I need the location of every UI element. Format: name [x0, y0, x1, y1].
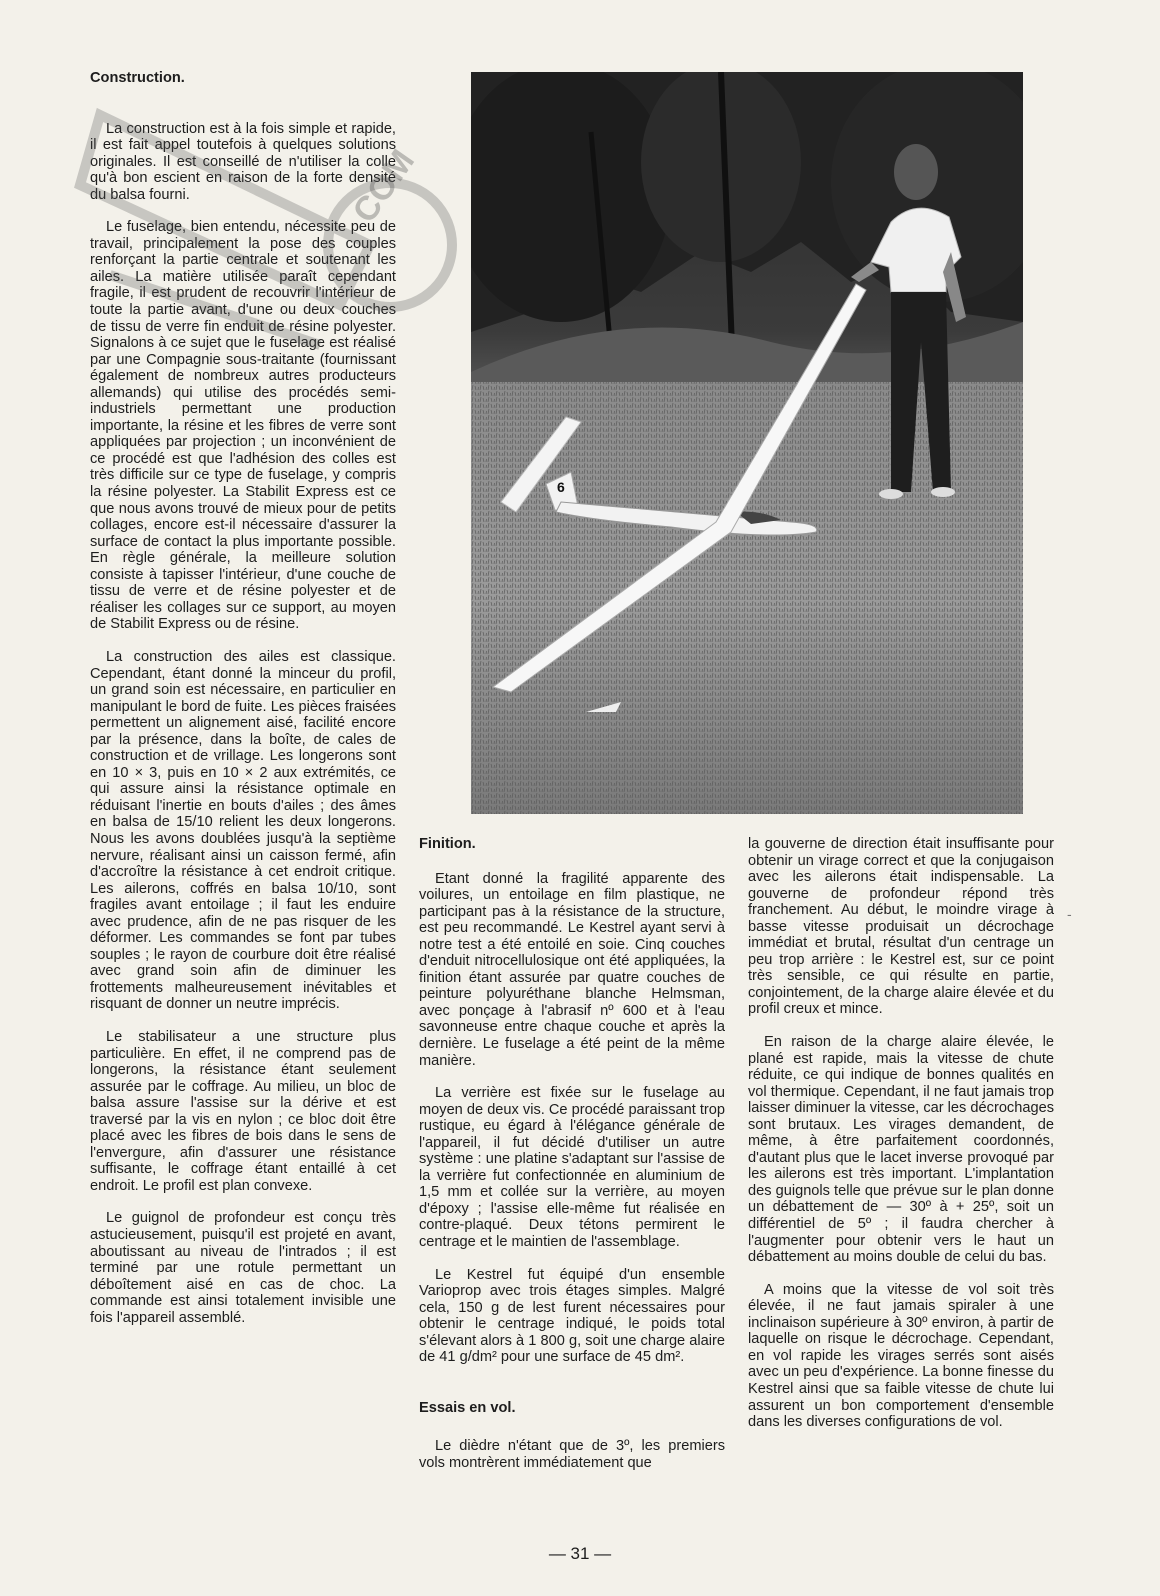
paragraph: A moins que la vitesse de vol soit très élevée, il ne faut jamais spiraler à une inclinaison supérieure à 30º environ, à partir de laquelle on risque le décrochage. Cependant, en vol rapide les virages serrés sont aisés avec un peu d'expérience. La bonne finesse du Kestrel ainsi que sa faible vitesse de chute lui assurent un bon comportement d'ensemble dans les diverses configurations de vol.	[748, 1281, 1054, 1431]
paragraph: Le fuselage, bien entendu, nécessite peu de travail, principalement la pose des couples renforçant la partie centrale et soutenant les ailes. La matière utilisée paraît cependant fragile, il est prudent de recouvrir l'intérieur de toute la partie avant, d'une ou deux couches de tissu de verre fin enduit de résine polyester. Signalons à ce sujet que le fuselage est réalisé par une Compagnie sous-traitante (fournissant également de nombreux autres producteurs allemands) qui utilise des procédés semi-industriels permettant une production importante, la résine et les fibres de verre sont appliquées par projection ; un inconvénient de ce procédé est que l'adhésion des colles est très difficile sur ce type de fuselage, y compris la résine polyester. La Stabilit Express est ce que nous avons trouvé de mieux pour de petits collages, encore est-il nécessaire d'assurer la surface de contact la plus importante possible. En règle générale, la meilleure solution consiste à tapisser l'intérieur, d'une couche de tissu de verre et de résine polyester et de réaliser les collages sur ce support, au moyen de Stabilit Express ou de résine.	[90, 219, 396, 633]
column-middle	[419, 836, 725, 1472]
paragraph: la gouverne de direction était insuffisante pour obtenir un virage correct et que la conjugaison avec les ailerons était indispensable. La gouverne de profondeur répond très franchement. Au début, le moindre virage à basse vitesse produisait un décrochage immédiat et brutal, résultat d'un centrage un peu trop arrière : le Kestrel est, sur ce point très sensible, ce qui résulte en partie, conjointement, de la charge alaire élevée et du profil creux et mince.	[748, 836, 1054, 1018]
glider-photo	[471, 72, 1023, 814]
margin-mark: -	[1067, 906, 1072, 922]
section-heading-finition: Finition.	[419, 836, 476, 852]
watermark-text: COM	[345, 142, 423, 230]
paragraph: En raison de la charge alaire élevée, le plané est rapide, mais la vitesse de chute réduite, ce qui indique de bonnes qualités en vol thermique. Cependant, il ne faut jamais trop laisser diminuer la vitesse, car les décrochages sont brutaux. Les virages demandent, de même, à être parfaitement coordonnés, d'autant plus que le lacet inverse provoqué par les ailerons est très important. L'implantation des guignols telle que prévue sur le plan donne un débattement de — 30º à + 25º, soit un différentiel de 5º ; il faudra chercher à l'augmenter pour obtenir vers le haut un débattement au moins double de celui du bas.	[748, 1034, 1054, 1266]
paragraph: Etant donné la fragilité apparente des voilures, un entoilage en film plastique, ne participant pas à la résistance de la structure, est peu recommandé. Le Kestrel ayant servi à notre test a été entoilé en soie. Cinq couches d'enduit nitrocellulosique ont été appliquées, la finition étant assurée par quatre couches de peinture polyuréthane blanche Helmsman, avec ponçage à l'abrasif nº 600 et à l'eau savonneuse entre chaque couche et après la dernière. Le fuselage a été peint de la même manière.	[419, 870, 725, 1069]
page-number: — 31 —	[548, 1544, 612, 1563]
paragraph: Le stabilisateur a une structure plus particulière. En effet, il ne comprend pas de longerons, la résistance étant seulement assurée par le coffrage. Au milieu, un bloc de balsa assure l'assise sur la dérive et est traversé par la vis en nylon ; ce bloc doit être placé avec les fibres de bois dans le sens de l'envergure, afin d'assurer une résistance suffisante, le coffrage étant entaillé à cet endroit. Le profil est plan convexe.	[90, 1028, 396, 1194]
paragraph: La construction des ailes est classique. Cependant, étant donné la minceur du profil, un grand soin est nécessaire, en particulier en manipulant le bord de fuite. Les pièces fraisées permettent un alignement aisé, facilité encore par la présence, dans la boîte, de cales de construction et de vrillage. Les longerons sont en 10 × 3, puis en 10 × 2 aux extrémités, ce qui assure ainsi la résistance optimale en réduisant l'inertie en bouts d'ailes ; des âmes en balsa de 15/10 relient les deux longerons. Nous les avons doublées jusqu'à la septième nervure, réalisant ainsi un caisson fermé, afin d'accroître la résistance à cet endroit critique. Les ailerons, coffrés en balsa 10/10, sont fragiles avant entoilage ; il faut les enduire avec prudence, afin de ne pas risquer de les déformer. Les commandes se font par tubes souples ; le rayon de courbure doit être réalisé avec grand soin afin de diminuer les frottements malheureusement inévitables et risquant de donner un neutre imprécis.	[90, 648, 396, 1013]
section-heading-essais: Essais en vol.	[419, 1399, 516, 1416]
section-heading-construction: Construction.	[90, 70, 185, 86]
column-right	[748, 836, 1054, 1431]
paragraph: Le guignol de profondeur est conçu très astucieusement, puisqu'il est projeté en avant, aboutissant au niveau de l'intrados ; il est terminé par une rotule permettant un déboîtement aisé en cas de choc. La commande est ainsi totalement invisible une fois l'appareil assemblé.	[90, 1210, 396, 1326]
column-left	[90, 70, 396, 1326]
paragraph: La verrière est fixée sur le fuselage au moyen de deux vis. Ce procédé paraissant trop rustique, eu égard à l'élégance générale de l'appareil, il fut décidé d'utiliser un autre système : une platine s'adaptant sur l'assise de la verrière fut confectionnée en aluminium de 1,5 mm et collée sur la verrière, au moyen d'époxy ; l'assise elle-même fut réalisée en contre-plaqué. Deux tétons permirent le centrage et le maintien de l'assemblage.	[419, 1085, 725, 1251]
paragraph: La construction est à la fois simple et rapide, il est fait appel toutefois à quelques solutions originales. Il est conseillé de n'utiliser la colle qu'à bon escient en raison de la forte densité du balsa fourni.	[90, 120, 396, 203]
paragraph: Le Kestrel fut équipé d'un ensemble Varioprop avec trois étages simples. Malgré cela, 150 g de lest furent nécessaires pour obtenir le centrage indiqué, le poids total s'élevant alors à 1 800 g, soit une charge alaire de 41 g/dm² pour une surface de 45 dm².	[419, 1266, 725, 1366]
fin-number: 6	[557, 479, 565, 495]
paragraph: Le dièdre n'étant que de 3º, les premiers vols montrèrent immédiatement que	[419, 1438, 725, 1471]
